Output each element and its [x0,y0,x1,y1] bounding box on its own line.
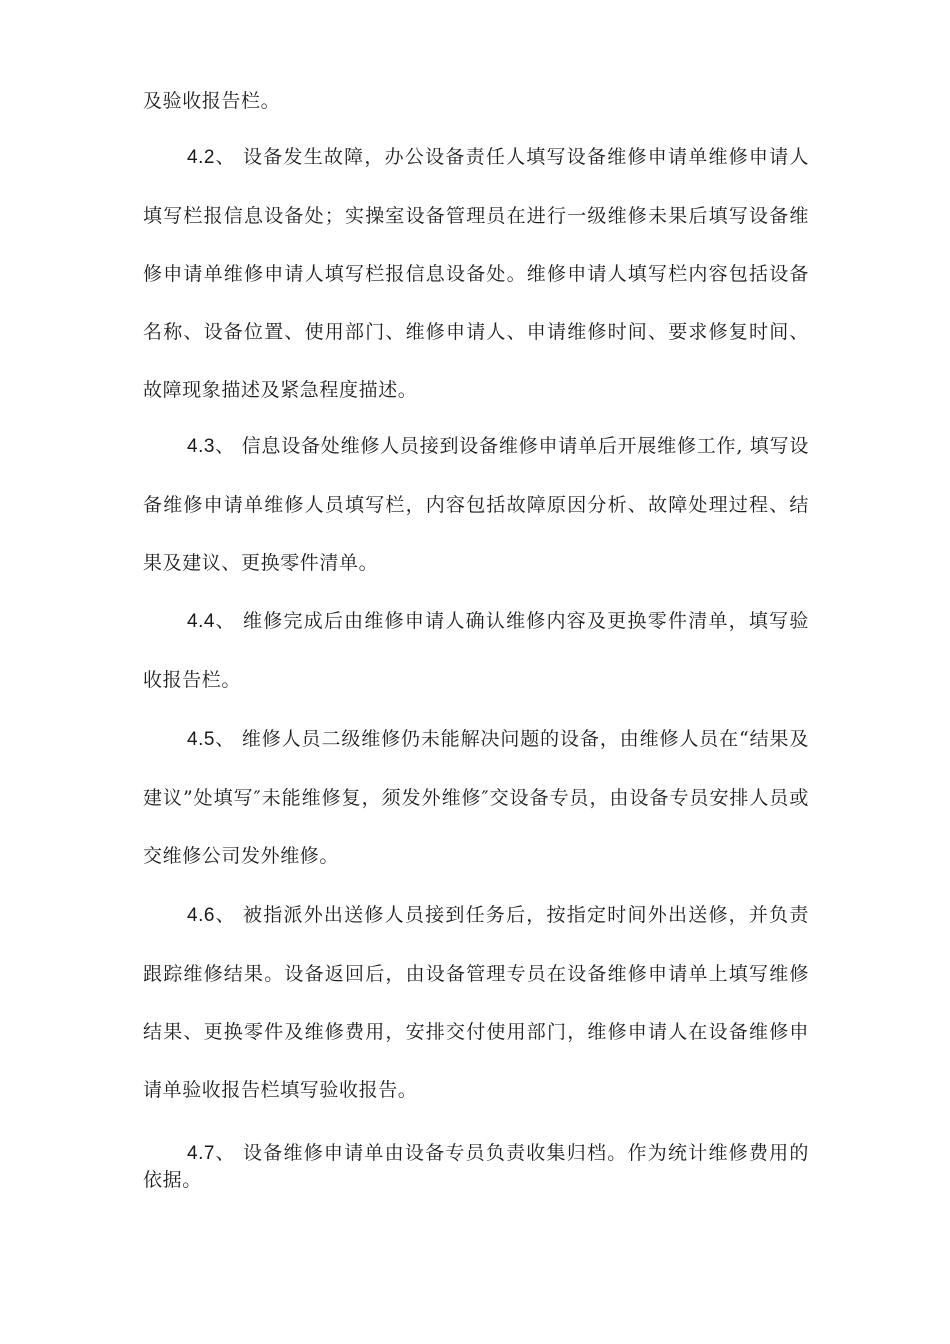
section-number: 4.5、 [187,729,235,750]
section-number: 4.2、 [187,147,236,168]
paragraph-4-2 [143,128,809,419]
paragraph-4-5 [143,710,809,885]
document-page [143,0,809,1344]
paragraph-text: 及验收报告栏。 [143,90,281,112]
paragraph-continuation [143,72,809,130]
paragraph-4-6 [143,886,809,1119]
paragraph-text: 信息设备处维修人员接到设备维修申请单后开展维修工作, 填写设备维修申请单维修人员填写栏，内容包括故障原因分析、故障处理过程、结果及建议、更换零件清单。 [143,435,809,574]
paragraph-text: 设备维修申请单由设备专员负责收集归档。作为统计维修费用的依据。 [143,1142,809,1191]
section-number: 4.3、 [187,436,235,457]
paragraph-4-3 [143,417,809,592]
section-number: 4.6、 [187,905,236,926]
paragraph-text: 被指派外出送修人员接到任务后，按指定时间外出送修，并负责跟踪维修结果。设备返回后，由设备管理专员在设备维修申请单上填写维修结果、更换零件及维修费用，安排交付使用部门，维修申请人在设备维修申请单验收报告栏填写验收报告。 [143,904,809,1101]
section-number: 4.7、 [187,1143,236,1164]
section-number: 4.4、 [187,611,236,632]
paragraph-text: 维修完成后由维修申请人确认维修内容及更换零件清单，填写验收报告栏。 [143,610,809,691]
paragraph-text: 设备发生故障，办公设备责任人填写设备维修申请单维修申请人填写栏报信息设备处；实操室设备管理员在进行一级维修未果后填写设备维修申请单维修申请人填写栏报信息设备处。维修申请人填写栏内容包括设备名称、设备位置、使用部门、维修申请人、申请维修时间、要求修复时间、故障现象描述及紧急程度描述。 [143,146,809,401]
paragraph-4-7 [143,1140,809,1193]
paragraph-text: 维修人员二级维修仍未能解决问题的设备，由维修人员在“结果及建议”处填写″未能维修复，须发外维修″交设备专员，由设备专员安排人员或交维修公司发外维修。 [143,728,809,867]
paragraph-4-4 [143,592,809,709]
